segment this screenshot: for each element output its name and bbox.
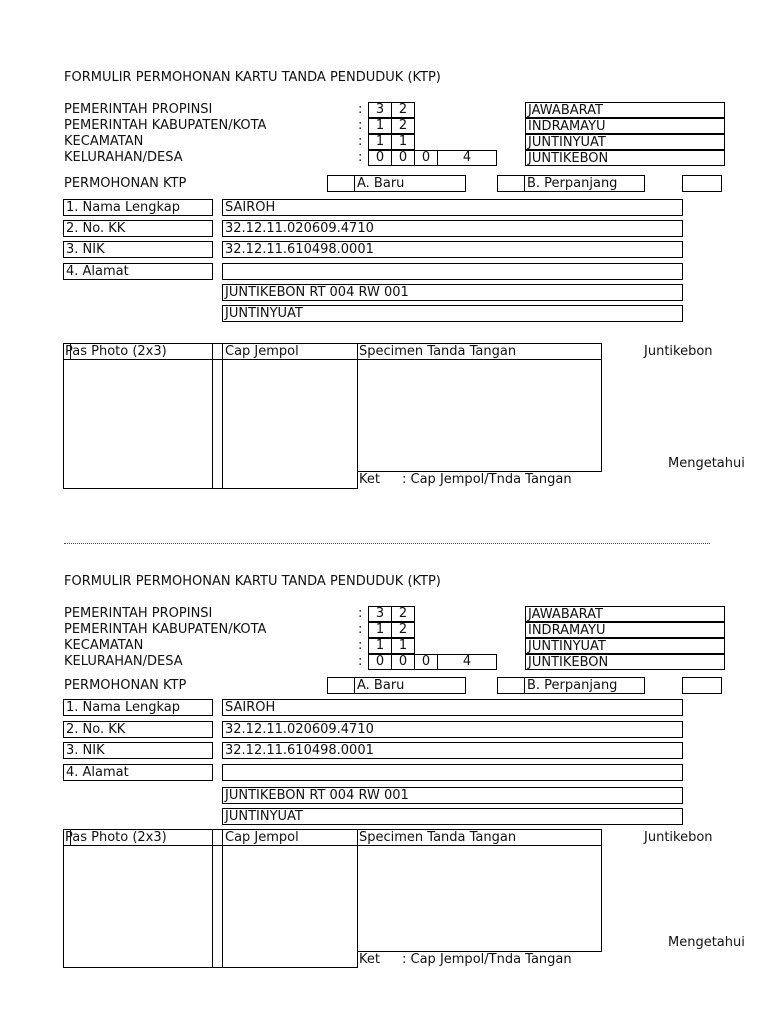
kelurahan-code-cell[interactable]: 0 xyxy=(368,150,392,166)
kabupaten-code-cell[interactable]: 2 xyxy=(391,622,415,638)
colon: : xyxy=(358,622,363,637)
label-propinsi: PEMERINTAH PROPINSI xyxy=(64,102,213,117)
label-nama-lengkap: 1. Nama Lengkap xyxy=(63,699,213,716)
label-nik: 3. NIK xyxy=(63,742,213,759)
colon: : xyxy=(358,150,363,165)
label-kelurahan: KELURAHAN/DESA xyxy=(64,150,183,165)
option-third-checkbox[interactable] xyxy=(682,175,722,192)
form-title: FORMULIR PERMOHONAN KARTU TANDA PENDUDUK (KTP) xyxy=(64,574,441,589)
nik-field[interactable]: 32.12.11.610498.0001 xyxy=(222,241,683,258)
pas-photo-box xyxy=(63,829,213,968)
colon: : xyxy=(358,606,363,621)
nik-field[interactable]: 32.12.11.610498.0001 xyxy=(222,742,683,759)
perpanjang-checkbox[interactable] xyxy=(497,677,525,694)
propinsi-code-cell[interactable]: 3 xyxy=(368,102,392,118)
alamat-line-2-field[interactable]: JUNTINYUAT xyxy=(222,808,683,825)
place-text: Juntikebon xyxy=(644,830,713,845)
label-alamat: 4. Alamat xyxy=(63,263,213,280)
specimen-signature-box xyxy=(357,343,602,472)
option-perpanjang[interactable]: B. Perpanjang xyxy=(524,677,645,694)
specimen-signature-label: Specimen Tanda Tangan xyxy=(359,344,517,359)
pas-photo-label: Pas Photo (2x3) xyxy=(65,344,167,359)
option-baru[interactable]: A. Baru xyxy=(354,677,466,694)
kecamatan-code-cell[interactable]: 1 xyxy=(368,638,392,654)
propinsi-name-field[interactable]: JAWABARAT xyxy=(525,606,725,622)
label-alamat: 4. Alamat xyxy=(63,764,213,781)
pas-photo-box xyxy=(63,343,213,489)
mengetahui-text: Mengetahui xyxy=(668,935,745,950)
label-kabupaten: PEMERINTAH KABUPATEN/KOTA xyxy=(64,118,267,133)
kecamatan-code-cell[interactable]: 1 xyxy=(391,638,415,654)
label-no-kk: 2. No. KK xyxy=(63,721,213,738)
kecamatan-name-field[interactable]: JUNTINYUAT xyxy=(525,638,725,654)
kecamatan-code-cell[interactable]: 1 xyxy=(368,134,392,150)
cap-jempol-label: Cap Jempol xyxy=(225,344,299,359)
kelurahan-code-cell[interactable]: 0 xyxy=(414,654,438,670)
colon: : xyxy=(358,134,363,149)
kelurahan-code-cell[interactable]: 0 xyxy=(368,654,392,670)
specimen-signature-box xyxy=(357,829,602,952)
propinsi-code-cell[interactable]: 3 xyxy=(368,606,392,622)
kabupaten-code-cell[interactable]: 1 xyxy=(368,622,392,638)
kelurahan-name-field[interactable]: JUNTIKEBON xyxy=(525,654,725,670)
alamat-field[interactable] xyxy=(222,263,683,280)
label-kecamatan: KECAMATAN xyxy=(64,638,144,653)
nama-lengkap-field[interactable]: SAIROH xyxy=(222,699,683,716)
alamat-line-2-field[interactable]: JUNTINYUAT xyxy=(222,305,683,322)
colon: : xyxy=(358,102,363,117)
kelurahan-code-cell[interactable]: 4 xyxy=(437,150,497,166)
kecamatan-code-cell[interactable]: 1 xyxy=(391,134,415,150)
colon: : xyxy=(358,654,363,669)
propinsi-code-cell[interactable]: 2 xyxy=(391,606,415,622)
ket-text: : Cap Jempol/Tnda Tangan xyxy=(402,952,572,967)
label-nik: 3. NIK xyxy=(63,241,213,258)
ket-label: Ket xyxy=(359,952,380,967)
kabupaten-code-cell[interactable]: 2 xyxy=(391,118,415,134)
label-kabupaten: PEMERINTAH KABUPATEN/KOTA xyxy=(64,622,267,637)
cap-jempol-box xyxy=(222,829,358,968)
kecamatan-name-field[interactable]: JUNTINYUAT xyxy=(525,134,725,150)
label-nama-lengkap: 1. Nama Lengkap xyxy=(63,199,213,216)
nama-lengkap-field[interactable]: SAIROH xyxy=(222,199,683,216)
kelurahan-code-cell[interactable]: 0 xyxy=(414,150,438,166)
kelurahan-name-field[interactable]: JUNTIKEBON xyxy=(525,150,725,166)
kelurahan-code-cell[interactable]: 4 xyxy=(437,654,497,670)
option-perpanjang[interactable]: B. Perpanjang xyxy=(524,175,645,192)
colon: : xyxy=(358,118,363,133)
option-third-checkbox[interactable] xyxy=(682,677,722,694)
permohonan-label: PERMOHONAN KTP xyxy=(64,176,187,191)
no-kk-field[interactable]: 32.12.11.020609.4710 xyxy=(222,721,683,738)
kelurahan-code-cell[interactable]: 0 xyxy=(391,150,415,166)
label-kelurahan: KELURAHAN/DESA xyxy=(64,654,183,669)
baru-checkbox[interactable] xyxy=(327,677,355,694)
option-baru[interactable]: A. Baru xyxy=(354,175,466,192)
baru-checkbox[interactable] xyxy=(327,175,355,192)
alamat-line-1-field[interactable]: JUNTIKEBON RT 004 RW 001 xyxy=(222,787,683,804)
alamat-field[interactable] xyxy=(222,764,683,781)
propinsi-name-field[interactable]: JAWABARAT xyxy=(525,102,725,118)
ket-text: : Cap Jempol/Tnda Tangan xyxy=(402,472,572,487)
kabupaten-code-cell[interactable]: 1 xyxy=(368,118,392,134)
alamat-line-1-field[interactable]: JUNTIKEBON RT 004 RW 001 xyxy=(222,284,683,301)
label-no-kk: 2. No. KK xyxy=(63,220,213,237)
kabupaten-name-field[interactable]: INDRAMAYU xyxy=(525,622,725,638)
no-kk-field[interactable]: 32.12.11.020609.4710 xyxy=(222,220,683,237)
mengetahui-text: Mengetahui xyxy=(668,456,745,471)
colon: : xyxy=(358,638,363,653)
cut-line xyxy=(64,543,710,544)
propinsi-code-cell[interactable]: 2 xyxy=(391,102,415,118)
specimen-signature-label: Specimen Tanda Tangan xyxy=(359,830,517,845)
form-title: FORMULIR PERMOHONAN KARTU TANDA PENDUDUK (KTP) xyxy=(64,70,441,85)
cap-jempol-label: Cap Jempol xyxy=(225,830,299,845)
label-propinsi: PEMERINTAH PROPINSI xyxy=(64,606,213,621)
cap-jempol-box xyxy=(222,343,358,489)
kelurahan-code-cell[interactable]: 0 xyxy=(391,654,415,670)
permohonan-label: PERMOHONAN KTP xyxy=(64,678,187,693)
pas-photo-label: Pas Photo (2x3) xyxy=(65,830,167,845)
place-text: Juntikebon xyxy=(644,344,713,359)
ket-label: Ket xyxy=(359,472,380,487)
label-kecamatan: KECAMATAN xyxy=(64,134,144,149)
perpanjang-checkbox[interactable] xyxy=(497,175,525,192)
kabupaten-name-field[interactable]: INDRAMAYU xyxy=(525,118,725,134)
